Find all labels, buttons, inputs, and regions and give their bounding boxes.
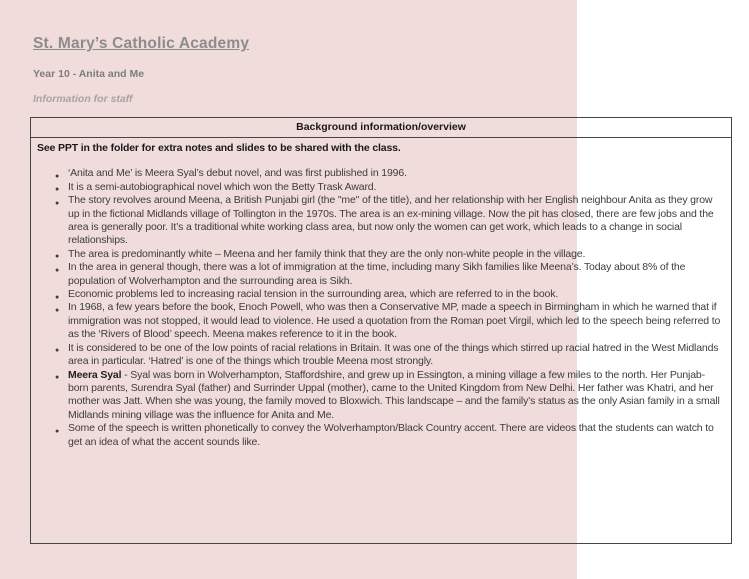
list-item (55, 342, 724, 369)
bullet-list (37, 167, 724, 449)
list-item-text: It is a semi-autobiographical novel which won the Betty Trask Award. (68, 180, 377, 193)
list-item (55, 167, 724, 180)
intro-text: See PPT in the folder for extra notes and slides to be shared with the class. (37, 142, 401, 154)
list-item-text: Economic problems led to increasing racial tension in the surrounding area, which are referred to in the book. (68, 288, 559, 301)
list-item-text: Some of the speech is written phonetically to convey the Wolverhampton/Black Country accent. There are videos that the students can watch to get an idea of what the accent sounds like. (68, 422, 714, 448)
list-item (55, 194, 724, 248)
list-item (55, 248, 724, 261)
list-item-text: In 1968, a few years before the book, Enoch Powell, who was then a Conservative MP, made a speech in Birmingham in which he warned that if immigration was not stopped, it would lead to violence. He used a quotation from the Roman poet Virgil, which led to the speech being referred to as the ‘Rivers of Blood’ speech. Meena makes reference to it in the book. (68, 301, 721, 341)
table-body-cell (31, 138, 731, 449)
list-item (55, 288, 724, 301)
list-item-text: The area is predominantly white – Meena and her family think that they are the only non-white people in the village. (68, 247, 586, 260)
list-item-text: The story revolves around Meena, a British Punjabi girl (the "me" of the title), and her relationship with her English neighbour Anita as they grow up in the fictional Midlands village of Tollington in the 1970s. The area is an ex-mining village. Now the pit has closed, there are few jobs and the area is generally poor. It’s a traditional white working class area, but now only the women can get work, which leads to a change in social relationships. (68, 194, 714, 247)
background-info-table (30, 117, 732, 544)
list-item (55, 301, 724, 341)
list-item (55, 261, 724, 288)
page-title: St. Mary’s Catholic Academy (33, 35, 250, 52)
page-subtitle: Year 10 - Anita and Me (33, 68, 145, 80)
list-item-bold: Meera Syal (68, 368, 122, 381)
page-note: Information for staff (33, 93, 133, 105)
list-item (55, 422, 724, 449)
list-item-text: ‘Anita and Me’ is Meera Syal’s debut novel, and was first published in 1996. (68, 167, 407, 180)
list-item (55, 369, 724, 423)
list-item-text: It is considered to be one of the low points of racial relations in Britain. It was one of the things which stirred up racial hatred in the West Midlands area in particular. ‘Hatred’ is one of the things which trouble Meena most strongly. (68, 341, 719, 368)
table-header-cell: Background information/overview (31, 118, 731, 138)
list-item-text: In the area in general though, there was a lot of immigration at the time, including many Sikh families like Meena’s. Today about 8% of the population of Wolverhampton and the surrounding area is Sikh. (68, 261, 686, 287)
list-item-text: - Syal was born in Wolverhampton, Staffordshire, and grew up in Essington, a mining village a few miles to the north. Her Punjab-born parents, Surendra Syal (father) and Surrinder Uppal (mother), came to the United Kingdom from New Delhi. Her father was Khatri, and her mother was Jatt. When she was young, the family moved to Bloxwich. This landscape – and the family’s status as the only Asian family in a small Midlands mining village was the influence for Anita and Me. (68, 368, 720, 421)
list-item (55, 181, 724, 194)
